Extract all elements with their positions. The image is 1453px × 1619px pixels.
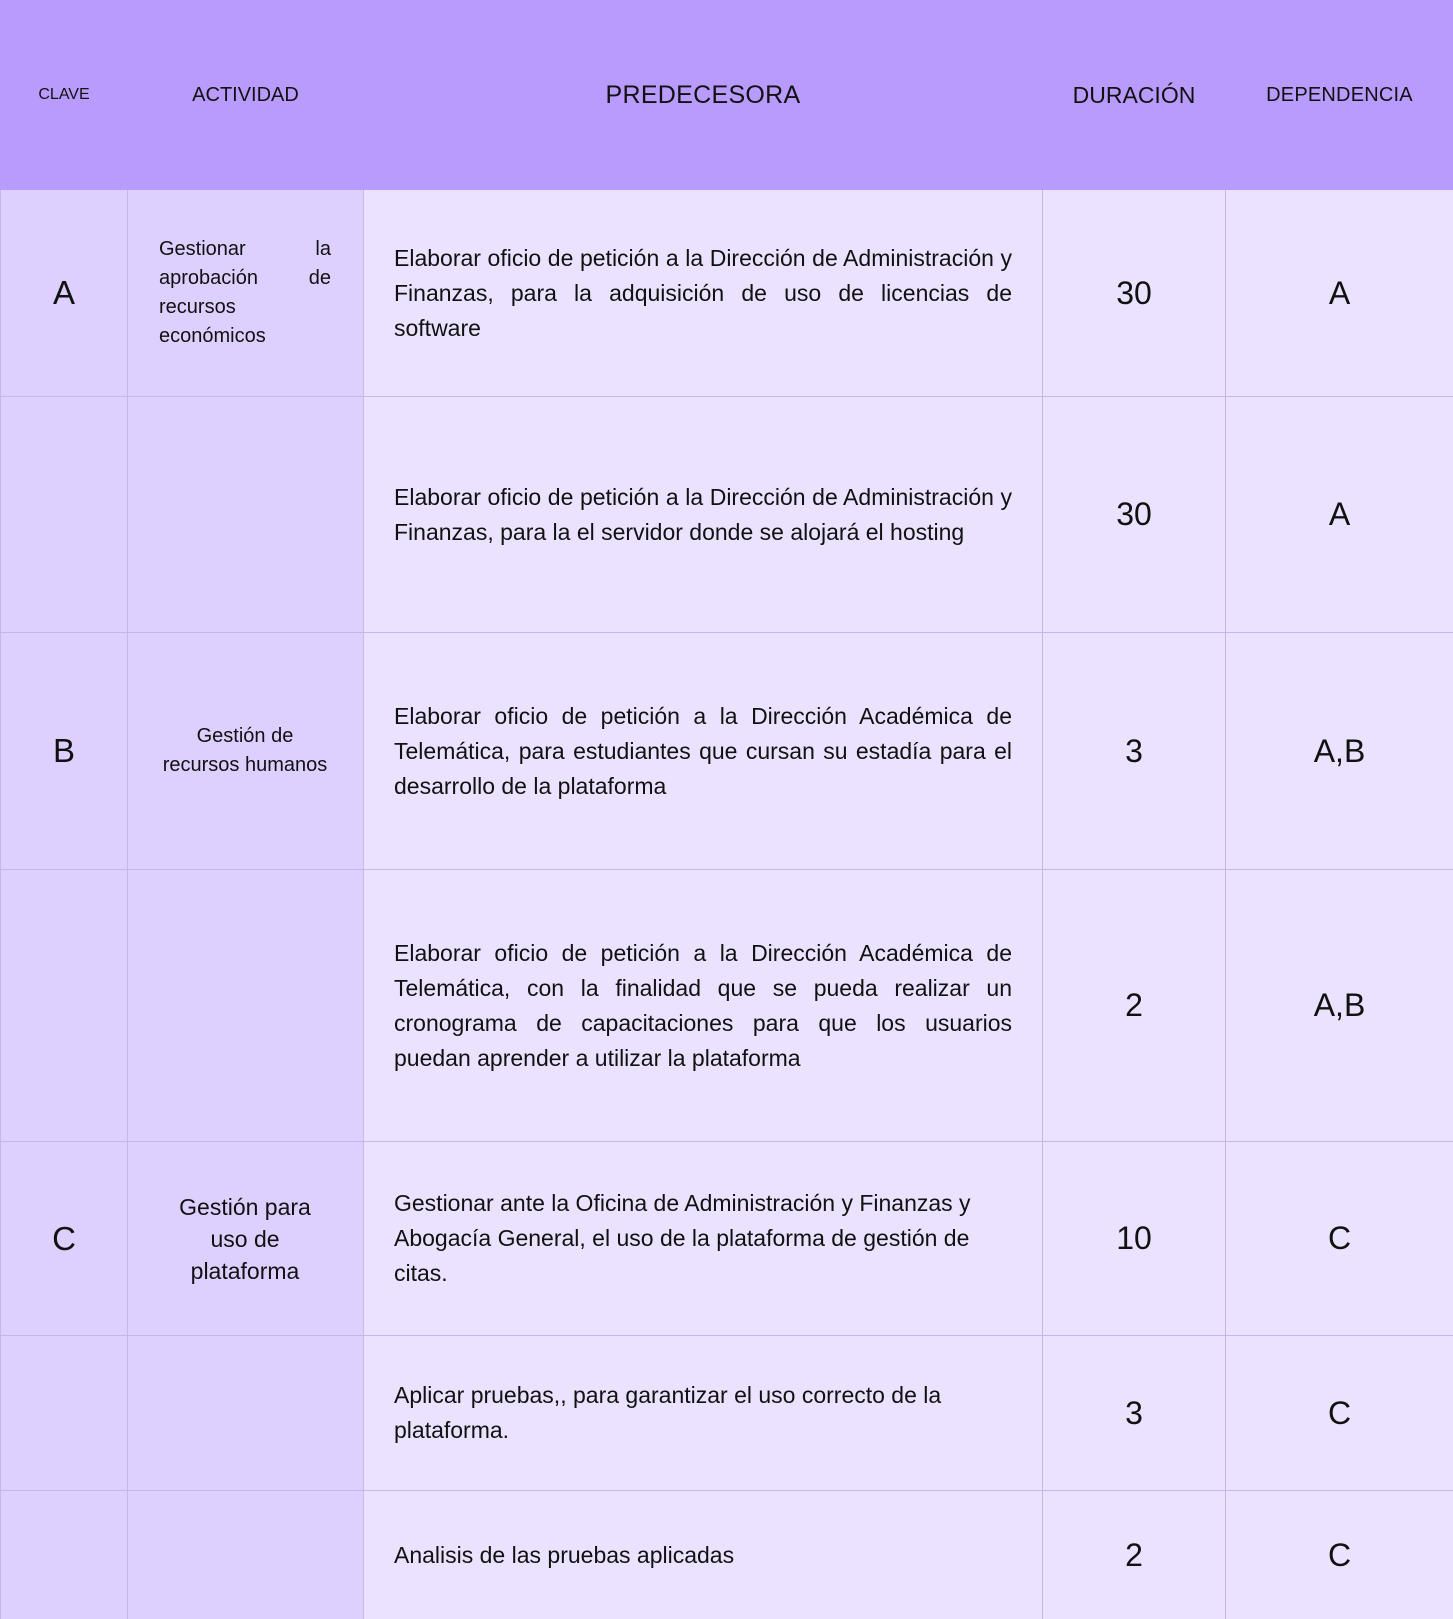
cell-dependencia: A,B (1226, 633, 1453, 870)
cell-dependencia: C (1226, 1336, 1453, 1491)
header-actividad: ACTIVIDAD (128, 1, 364, 190)
cell-actividad-text: Gestionar la aprobación de recursos económicos (159, 238, 331, 347)
header-clave: CLAVE (1, 1, 128, 190)
cell-clave: A (1, 190, 128, 397)
cell-clave (1, 397, 128, 633)
cell-clave (1, 1336, 128, 1491)
cell-predecesora (364, 1491, 1043, 1619)
table-header-row (1, 1, 1453, 190)
cell-dependencia: A,B (1226, 870, 1453, 1142)
cell-predecesora (364, 1336, 1043, 1491)
cell-actividad (128, 397, 364, 633)
cell-duracion: 2 (1043, 1491, 1226, 1619)
cell-actividad-text: Gestión de recursos humanos (162, 725, 328, 776)
table-row (1, 1142, 1453, 1336)
cell-actividad (128, 190, 364, 397)
cell-predecesora (364, 870, 1043, 1142)
cell-dependencia: A (1226, 397, 1453, 633)
cell-duracion: 3 (1043, 633, 1226, 870)
cell-predecesora (364, 397, 1043, 633)
cell-duracion: 30 (1043, 190, 1226, 397)
table-row (1, 190, 1453, 397)
cell-predecesora-text: Gestionar ante la Oficina de Administración y Finanzas y Abogacía General, el uso de la plataforma de gestión de citas. (394, 1190, 971, 1286)
table-row (1, 633, 1453, 870)
cell-predecesora-text: Aplicar pruebas,, para garantizar el uso correcto de la plataforma. (394, 1382, 942, 1443)
cell-dependencia: C (1226, 1491, 1453, 1619)
cell-actividad-text: Gestión para uso de plataforma (179, 1193, 311, 1284)
table-row (1, 1336, 1453, 1491)
table-row (1, 870, 1453, 1142)
cell-clave: C (1, 1142, 128, 1336)
cell-actividad (128, 870, 364, 1142)
cell-predecesora-text: Elaborar oficio de petición a la Dirección Académica de Telemática, para estudiantes que cursan su estadía para el desarrollo de la plataforma (394, 702, 1012, 799)
cell-actividad (128, 1491, 364, 1619)
header-dependencia: DEPENDENCIA (1226, 1, 1453, 190)
cell-predecesora (364, 190, 1043, 397)
cell-predecesora (364, 633, 1043, 870)
cell-predecesora-text: Elaborar oficio de petición a la Dirección de Administración y Finanzas, para la el servidor donde se alojará el hosting (394, 483, 1012, 545)
cell-predecesora-text: Elaborar oficio de petición a la Dirección Académica de Telemática, con la finalidad que se pueda realizar un cronograma de capacitaciones para que los usuarios puedan aprender a utilizar la plataforma (394, 939, 1012, 1071)
cell-duracion: 3 (1043, 1336, 1226, 1491)
cell-dependencia: C (1226, 1142, 1453, 1336)
cell-clave (1, 1491, 128, 1619)
cell-predecesora-text: Analisis de las pruebas aplicadas (394, 1541, 735, 1568)
cell-actividad (128, 633, 364, 870)
cell-duracion: 30 (1043, 397, 1226, 633)
cell-clave: B (1, 633, 128, 870)
header-predecesora: PREDECESORA (364, 1, 1043, 190)
table-row (1, 397, 1453, 633)
cell-predecesora-text: Elaborar oficio de petición a la Dirección de Administración y Finanzas, para la adquisición de uso de licencias de software (394, 244, 1012, 341)
cell-clave (1, 870, 128, 1142)
cell-actividad (128, 1142, 364, 1336)
header-duracion: DURACIÓN (1043, 1, 1226, 190)
cell-duracion: 10 (1043, 1142, 1226, 1336)
cell-predecesora (364, 1142, 1043, 1336)
cell-duracion: 2 (1043, 870, 1226, 1142)
cell-actividad (128, 1336, 364, 1491)
cell-dependencia: A (1226, 190, 1453, 397)
table-row (1, 1491, 1453, 1619)
